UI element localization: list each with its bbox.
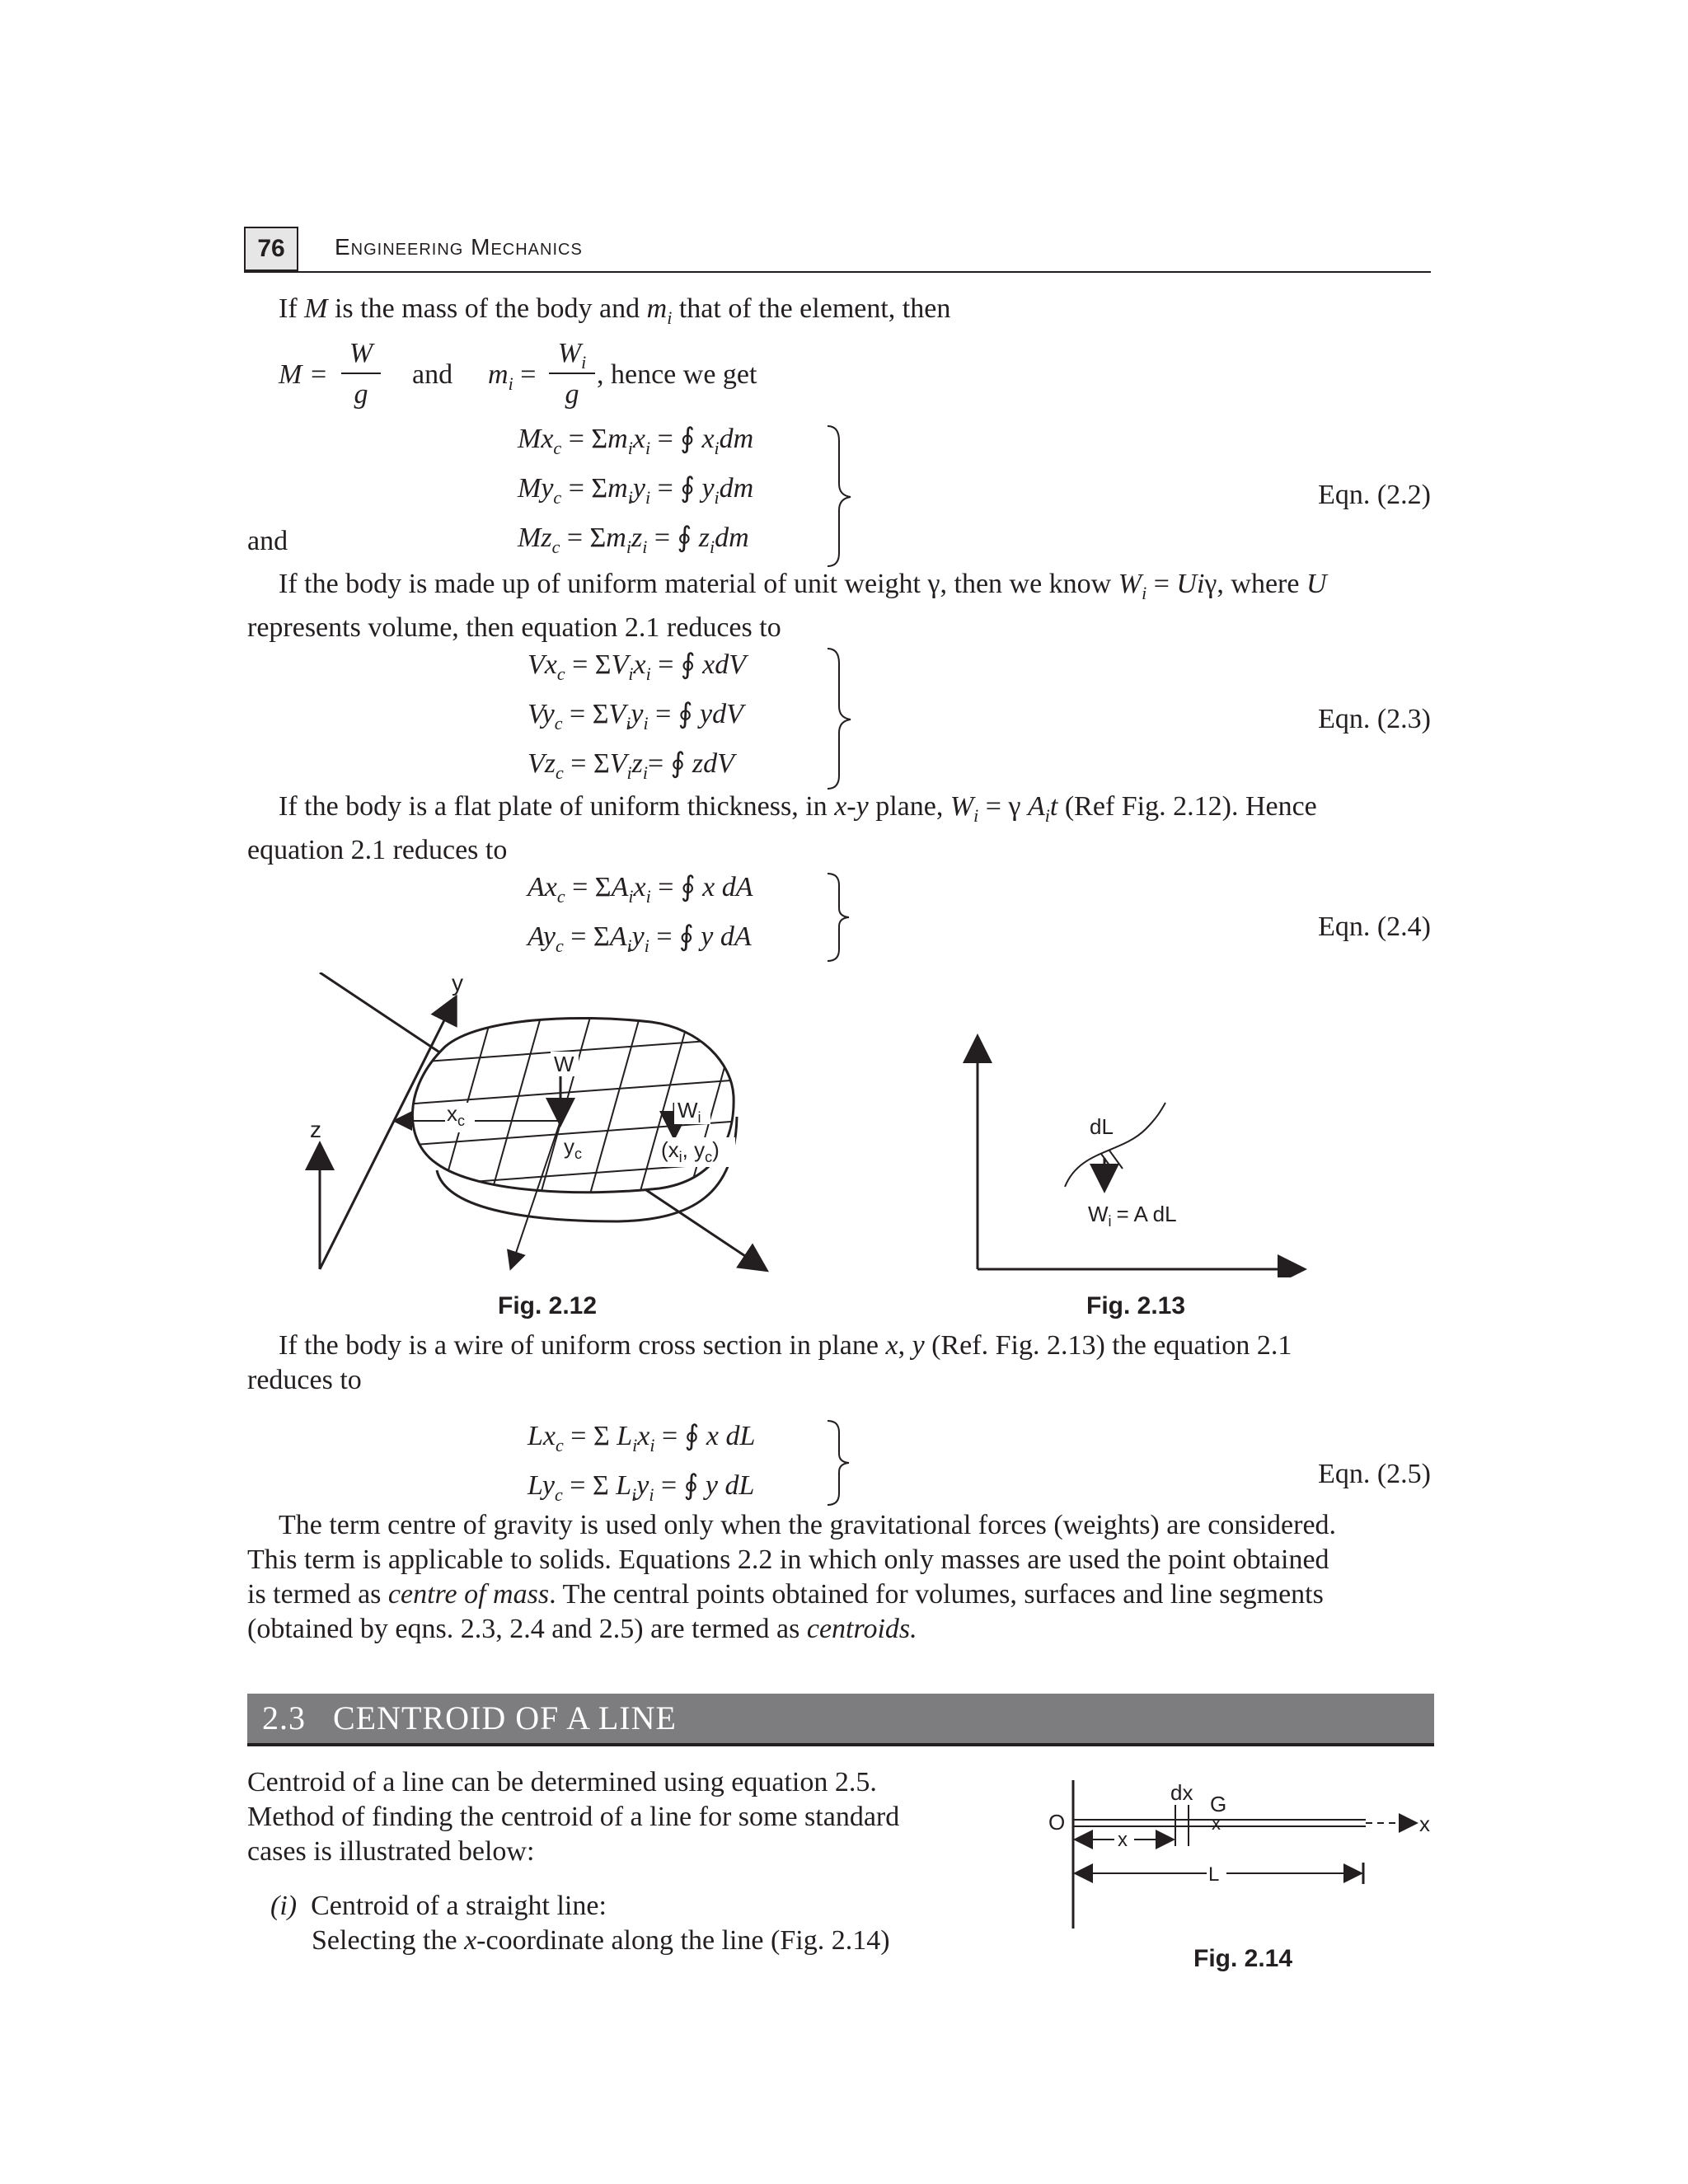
- para-plate-line-2: equation 2.1 reduces to: [247, 834, 508, 865]
- para-plate-line-1: If the body is a flat plate of uniform thickness, in x-y plane, $W_i = \gamma$ $A_it$ (Ref Fig. 2.12). Hence: [279, 791, 1317, 826]
- fig-2-12-W: W: [554, 1052, 574, 1076]
- eqn-2-4-label: Eqn. (2.4): [1318, 912, 1431, 942]
- eqn-2-2-and: and: [247, 526, 288, 556]
- mass-eq: =: [520, 359, 537, 390]
- fig-2-12-xc: $x_c$: [447, 1101, 465, 1129]
- eqn-2-3-line-2: $Vy_c = \Sigma V_iy_i$ = ∮ ydV: [528, 699, 743, 733]
- page-number: 76: [244, 227, 298, 271]
- para-cg-line-4: [247, 1612, 1431, 1647]
- fig-2-12-Wi: $W_i$: [678, 1098, 701, 1126]
- para-wire-line-2: reduces to: [247, 1365, 362, 1395]
- eqn-2-5-line-1: $Lx_c = \Sigma$ $L_ix_i$ = ∮ x dL: [528, 1421, 756, 1455]
- item-line2-a: Selecting the: [312, 1925, 465, 1956]
- mass-den2: g: [565, 379, 579, 410]
- fig-2-12-yc: $y_c$: [564, 1134, 582, 1162]
- para-section-line-3: cases is illustrated below:: [247, 1836, 535, 1867]
- eqn-2-3-line-1: $Vx_c = \Sigma V_ix_i$ = ∮ xdV: [528, 649, 746, 684]
- eqn-2-2-label: Eqn. (2.2): [1318, 480, 1431, 510]
- dl-tick-2: [1109, 1151, 1123, 1169]
- mass-and: and: [412, 359, 453, 390]
- fig-2-13-dL: dL: [1090, 1114, 1114, 1139]
- header-rule: [244, 271, 1431, 273]
- running-head: Engineering Mechanics: [335, 234, 583, 260]
- fig-2-13: [956, 1030, 1319, 1277]
- fig-2-13-caption: Fig. 2.13: [1086, 1292, 1186, 1319]
- fig-2-14-x-dim: x: [1118, 1829, 1128, 1851]
- para-uniform: [247, 567, 1431, 645]
- mass-tail: , hence we get: [597, 359, 757, 390]
- para-uniform-line-1: If the body is made up of uniform material of unit weight γ, then we know $W_i = Ui\gamma$, where U: [279, 569, 1327, 603]
- fig-2-14-Gx: x: [1212, 1813, 1221, 1834]
- mass-lhs: M =: [279, 359, 328, 390]
- mass-lhs2-m: m: [488, 359, 509, 390]
- para-section: [247, 1765, 1006, 1869]
- term-centre-of-mass: centre of mass: [387, 1579, 550, 1610]
- eqn-2-2-line-1: $Mx_c = \Sigma m_ix_i$ = ∮ $x_idm$: [518, 424, 754, 458]
- eqn-2-4-line-1: $Ax_c = \Sigma A_ix_i$ = ∮ x dA: [528, 872, 753, 907]
- para-cg-line-1: The term centre of gravity is used only when the gravitational forces (weights) are considered.: [279, 1510, 1337, 1540]
- para-wire: [247, 1329, 1431, 1398]
- mass-den1: g: [354, 379, 368, 410]
- list-item-text: Centroid of a straight line:: [311, 1891, 607, 1921]
- mass-lhs2: [488, 358, 536, 401]
- para-section-line-1: Centroid of a line can be determined using equation 2.5.: [247, 1767, 877, 1797]
- fig-2-13-Wi: $W_i = A$ dL: [1088, 1202, 1177, 1230]
- list-item-i: [270, 1889, 607, 1924]
- term-centroids: centroids.: [806, 1614, 917, 1644]
- intro-line: [279, 292, 950, 335]
- intro-mi: m: [646, 293, 668, 324]
- eqn-2-3-line-3: $Vz_c = \Sigma V_iz_i=$ ∮ zdV: [528, 748, 734, 783]
- section-heading-rule: [247, 1743, 1434, 1746]
- para-cg-line-4-a: (obtained by eqns. 2.3, 2.4 and 2.5) are termed as: [247, 1614, 807, 1644]
- intro-text-mid: is the mass of the body and: [327, 293, 647, 324]
- para-cg-line-2: This term is applicable to solids. Equations 2.2 in which only masses are used the point obtained: [247, 1544, 1329, 1575]
- wire-curve: [1065, 1103, 1165, 1187]
- mass-lhs2-sub: i: [508, 373, 513, 394]
- fig-2-14: [1040, 1772, 1439, 1937]
- mass-num1: W: [349, 338, 373, 368]
- brace-2-4: [824, 872, 857, 963]
- eqn-2-4-line-2: $Ay_c = \Sigma A_iy_i$ = ∮ y dA: [528, 921, 752, 956]
- fig-2-14-G: G: [1210, 1792, 1227, 1816]
- mass-num2-w: W: [557, 338, 582, 368]
- fig-2-14-O: O: [1048, 1810, 1066, 1835]
- section-heading: [262, 1699, 677, 1737]
- eqn-2-5-label: Eqn. (2.5): [1318, 1459, 1431, 1489]
- para-wire-line-1: If the body is a wire of uniform cross section in plane x, y (Ref. Fig. 2.13) the equation 2.1: [279, 1330, 1292, 1361]
- fig-2-12-coord: ($x_i$, $y_c$): [661, 1137, 720, 1165]
- fraction-bar-1: [341, 373, 381, 374]
- fig-2-14-caption: Fig. 2.14: [1193, 1945, 1293, 1972]
- intro-text-after: that of the element, then: [672, 293, 951, 324]
- section-number: 2.3: [262, 1699, 306, 1736]
- brace-2-3: [824, 647, 857, 791]
- para-cg-line-3-b: . The central points obtained for volumes, surfaces and line segments: [549, 1579, 1324, 1610]
- para-cg: [247, 1508, 1431, 1647]
- fig-2-12-z: z: [310, 1117, 321, 1142]
- fig-2-12-caption: Fig. 2.12: [498, 1292, 598, 1319]
- item-line2-b: -coordinate along the line (Fig. 2.14): [476, 1925, 890, 1956]
- item-line2-i: x: [464, 1925, 477, 1956]
- fig-2-14-dx: dx: [1170, 1780, 1193, 1805]
- fig-2-14-x-axis: x: [1419, 1811, 1430, 1836]
- fraction-bar-2: [549, 373, 595, 374]
- fig-2-12: [305, 972, 791, 1286]
- para-uniform-line-2: represents volume, then equation 2.1 reduces to: [247, 612, 781, 643]
- eqn-2-3-label: Eqn. (2.3): [1318, 704, 1431, 734]
- dl-tick-1: [1101, 1154, 1114, 1172]
- section-title: CENTROID OF A LINE: [333, 1699, 677, 1736]
- intro-M: M: [304, 293, 328, 324]
- brace-2-2: [824, 424, 857, 569]
- para-section-line-2: Method of finding the centroid of a line for some standard: [247, 1802, 900, 1832]
- brace-2-5: [824, 1419, 857, 1508]
- intro-text: If: [279, 293, 305, 324]
- fig-2-14-L: L: [1208, 1863, 1220, 1886]
- fig-2-12-y: y: [452, 972, 463, 996]
- para-cg-line-3-a: is termed as: [247, 1579, 388, 1610]
- list-marker: (i): [270, 1891, 298, 1921]
- intro-mi-sub: i: [667, 307, 673, 328]
- eqn-2-2-line-2: $My_c = \Sigma m_iy_i$ = ∮ $y_idm$: [518, 473, 754, 508]
- eqn-2-5-line-2: $Ly_c = \Sigma$ $L_iy_i$ = ∮ y dL: [528, 1470, 755, 1505]
- list-item-i-line-2: [312, 1924, 890, 1958]
- para-plate: [247, 790, 1431, 868]
- para-cg-line-3: [247, 1577, 1431, 1612]
- mass-num2-sub: i: [581, 351, 587, 373]
- eqn-2-2-line-3: $Mz_c = \Sigma m_iz_i$ = ∮ $z_idm$: [518, 523, 749, 557]
